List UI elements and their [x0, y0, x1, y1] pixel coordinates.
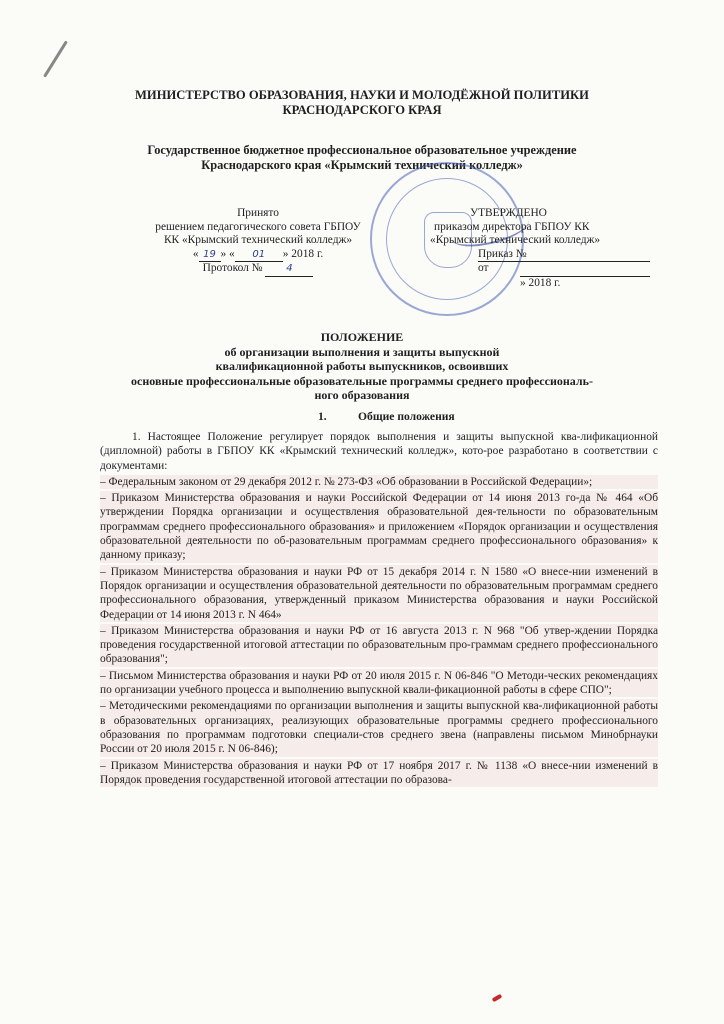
approved-line-2: «Крымский технический колледж»: [430, 234, 601, 246]
adopted-title: Принято: [237, 207, 279, 219]
title-line-2: об организации выполнения и защиты выпускной: [224, 344, 500, 359]
list-item-order-1580: – Приказом Министерства образования и науки РФ от 15 декабря 2014 г. N 1580 «О внесе-нии изменений в Порядок организации и осуществления образовательной деятельности по образовательным программам среднего профессионального образования, утвержденный приказом Министерства образования и науки Российской Федерации от 14 июня 2013 г. N 464»: [100, 565, 658, 621]
order-line: Приказ № от: [400, 248, 650, 276]
document-title: [0, 330, 724, 403]
approved-block: [400, 207, 650, 290]
title-line-1: ПОЛОЖЕНИЕ: [320, 330, 404, 344]
list-item-federal-law: – Федеральным законом от 29 декабря 2012 г. № 273-ФЗ «Об образовании в Российской Федерации»;: [100, 475, 658, 489]
adopted-date: « 19 » « 01 » 2018 г.: [108, 248, 408, 263]
title-line-3: квалификационной работы выпускников, освоивших: [215, 359, 509, 373]
pen-mark: [43, 40, 68, 77]
adopted-block: [108, 207, 408, 277]
adopted-day: 19: [199, 248, 221, 263]
paragraph-intro: 1. Настоящее Положение регулирует порядок выполнения и защиты выпускной ква-лификационной (дипломной) работы в ГБПОУ КК «Крымский технический колледж», кото-рое разработано в соответствии с документами:: [100, 431, 658, 472]
institution-header: [0, 143, 724, 173]
ministry-header: [0, 88, 724, 118]
ministry-line-2: КРАСНОДАРСКОГО КРАЯ: [282, 103, 442, 117]
ministry-line-1: МИНИСТЕРСТВО ОБРАЗОВАНИЯ, НАУКИ И МОЛОДЁЖНОЙ ПОЛИТИКИ: [135, 88, 589, 102]
institution-line-1: Государственное бюджетное профессиональное образовательное учреждение: [147, 143, 577, 157]
institution-line-2: Краснодарского края «Крымский технический колледж»: [201, 158, 523, 172]
list-item-letter-06-846: – Письмом Министерства образования и науки РФ от 20 июля 2015 г. N 06-846 "О Методи-ческих рекомендациях по организации учебного процесса и выполнению выпускной квали-фикационной работы в сфере СПО";: [100, 669, 658, 697]
section-heading: [318, 410, 455, 423]
document-body: [100, 430, 658, 789]
approved-title: УТВЕРЖДЕНО: [470, 207, 547, 219]
order-date: » 2018 г.: [400, 276, 650, 291]
adopted-line-1: решением педагогического совета ГБПОУ: [155, 220, 361, 233]
adopted-line-2: КК «Крымский технический колледж»: [163, 234, 353, 246]
title-line-4: основные профессиональные образовательные программы среднего профессиональ-: [131, 373, 593, 388]
list-item-order-464: – Приказом Министерства образования и науки Российской Федерации от 14 июня 2013 го-да № 464 «Об утверждении Порядка организации и осуществления образовательной дея-тельности по образовательным программам среднего профессионального образования» и приложением «Порядок организации и осуществления образовательной деятельности по об-разовательным программам среднего профессионального образования» к данному приказу;: [100, 492, 658, 562]
list-item-order-1138: – Приказом Министерства образования и науки РФ от 17 ноября 2017 г. № 1138 «О внесе-нии изменений в Порядок проведения государственной итоговой аттестации по образова-: [100, 759, 658, 786]
list-item-method-recommendations: – Методическими рекомендациями по организации выполнения и защиты выпускной ква-лификационной работы в образовательных организациях, реализующих образовательные программы среднего профессионального образования по программам подготовки специали-стов среднего звена (направлены письмом Минобрнауки России от 20 июля 2015 г. N 06-846);: [100, 700, 658, 756]
red-ink-mark: [492, 994, 503, 1002]
protocol-number: 4: [265, 262, 313, 277]
list-item-order-968: – Приказом Министерства образования и науки РФ от 16 августа 2013 г. N 968 "Об утвер-ждении Порядка проведения государственной итоговой аттестации по образовательным про-граммам среднего профессионального образования";: [100, 624, 658, 666]
protocol-line: Протокол № 4: [108, 262, 408, 277]
title-line-5: ного образования: [314, 388, 410, 402]
approved-line-1: приказом директора ГБПОУ КК: [434, 220, 590, 233]
section-number: 1.: [318, 410, 327, 423]
section-title: Общие положения: [358, 410, 455, 423]
adopted-month: 01: [235, 248, 283, 263]
